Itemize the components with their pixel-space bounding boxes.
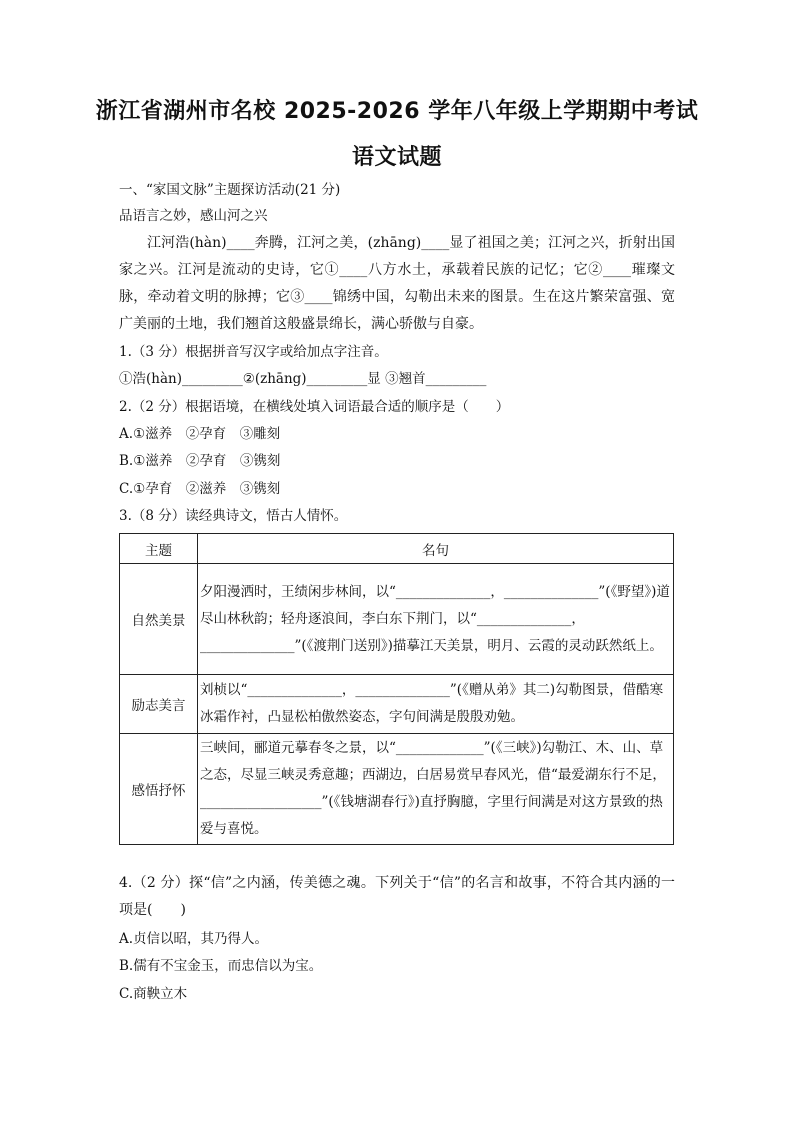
table-header-quote: 名句 <box>198 534 674 564</box>
table-row <box>120 564 674 675</box>
section-heading: 一、“家国文脉”主题探访活动(21 分) <box>119 182 341 198</box>
question-4-option-c: C.商鞅立木 <box>119 986 188 1002</box>
table-cell-theme: 励志美言 <box>120 675 198 734</box>
question-2-option-c: C.①孕育 ②滋养 ③镌刻 <box>119 481 281 497</box>
table-cell-content: 刘桢以“______________，______________”(《赠从弟》其二)勾勒图景，借酷寒冰霜作衬，凸显松柏傲然姿态，字句间满是殷殷劝勉。 <box>198 675 674 734</box>
exam-subtitle: 语文试题 <box>351 145 442 170</box>
poem-table <box>119 533 674 845</box>
table-cell-content: 夕阳漫洒时，王绩闲步林间，以“______________，______________”(《野望》)道尽山林秋韵；轻舟逐浪间，李白东下荆门，以“______________，______________”(《渡荆门送别》)描摹江天美景，明月、云霞的灵动跃然纸上。 <box>198 564 674 675</box>
reading-passage: 江河浩(hàn)____奔腾，江河之美，(zhāng)____显了祖国之美；江河之兴，折射出国家之兴。江河是流动的史诗，它①____八方水土，承载着民族的记忆；它②____璀璨文脉，牵动着文明的脉搏；它③____锦绣中国，勾勒出未来的图景。生在这片繁荣富强、宽广美丽的土地，我们翘首这般盛景绵长，满心骄傲与自豪。 <box>119 235 675 332</box>
question-1-answer-line: ①浩(hàn)_________②(zhāng)_________显 ③翘首_________ <box>119 371 487 387</box>
table-cell-theme: 感悟抒怀 <box>120 734 198 845</box>
table-row <box>120 675 674 734</box>
section-subheading: 品语言之妙，感山河之兴 <box>119 208 268 224</box>
question-4-stem: 4.（2 分）探“信”之内涵，传美德之魂。下列关于“信”的名言和故事，不符合其内涵的一项是( ) <box>119 875 675 918</box>
table-cell-content: 三峡间，郦道元摹春冬之景，以“_____________”(《三峡》)勾勒江、木、山、草之态，尽显三峡灵秀意趣；西湖边，白居易赏早春风光，借“最爱湖东行不足，__________________”(《钱塘湖春行》)直抒胸臆，字里行间满是对这方景致的热爱与喜悦。 <box>198 734 674 845</box>
question-2-option-b: B.①滋养 ②孕育 ③镌刻 <box>119 453 281 469</box>
question-2-stem: 2.（2 分）根据语境，在横线处填入词语最合适的顺序是（ ） <box>119 399 510 415</box>
table-header-theme: 主题 <box>120 534 198 564</box>
exam-title: 浙江省湖州市名校 2025-2026 学年八年级上学期期中考试 <box>95 99 699 124</box>
question-4-option-b: B.儒有不宝金玉，而忠信以为宝。 <box>119 958 323 974</box>
question-4-option-a: A.贞信以昭，其乃得人。 <box>119 931 269 947</box>
question-3-stem: 3.（8 分）读经典诗文，悟古人情怀。 <box>119 508 348 524</box>
table-row <box>120 734 674 845</box>
table-header-row <box>120 534 674 564</box>
question-1-stem: 1.（3 分）根据拼音写汉字或给加点字注音。 <box>119 344 388 360</box>
question-2-option-a: A.①滋养 ②孕育 ③雕刻 <box>119 426 281 442</box>
table-cell-theme: 自然美景 <box>120 564 198 675</box>
